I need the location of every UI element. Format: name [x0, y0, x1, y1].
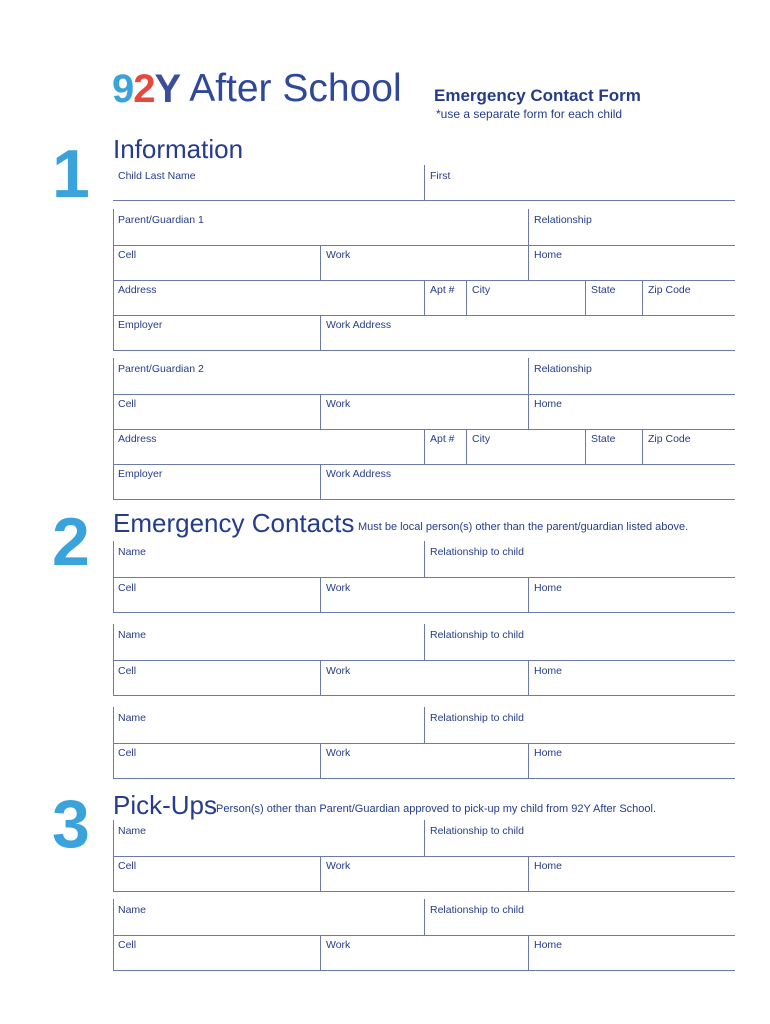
divider — [424, 624, 425, 660]
pickup-2-work-field[interactable]: Work — [326, 939, 351, 951]
divider — [113, 245, 735, 246]
divider — [466, 429, 467, 464]
parent-2-zip-field[interactable]: Zip Code — [648, 433, 691, 445]
divider — [424, 429, 425, 464]
parent-2-state-field[interactable]: State — [591, 433, 616, 445]
emergency-3-work-field[interactable]: Work — [326, 747, 351, 759]
divider — [528, 743, 529, 778]
divider — [320, 856, 321, 891]
divider — [585, 429, 586, 464]
emergency-3-home-field[interactable]: Home — [534, 747, 563, 759]
section-1-title: Information — [113, 134, 244, 164]
divider — [642, 280, 643, 315]
divider — [320, 660, 321, 695]
parent-1-employer-field[interactable]: Employer — [118, 319, 163, 331]
emergency-2-name-field[interactable]: Name — [118, 629, 147, 641]
section-3-title: Pick-Ups — [113, 790, 218, 820]
logo-wordmark: After School — [189, 67, 402, 110]
emergency-3-cell-field[interactable]: Cell — [118, 747, 137, 759]
emergency-1-work-field[interactable]: Work — [326, 582, 351, 594]
child-first-name-field[interactable]: First — [430, 170, 451, 182]
pickup-2-relationship-field[interactable]: Relationship to child — [430, 904, 524, 916]
parent-1-work-address-field[interactable]: Work Address — [326, 319, 392, 331]
divider — [320, 935, 321, 970]
divider — [424, 541, 425, 577]
pickup-1-cell-field[interactable]: Cell — [118, 860, 137, 872]
emergency-3-relationship-field[interactable]: Relationship to child — [430, 712, 524, 724]
divider — [585, 280, 586, 315]
emergency-1-relationship-field[interactable]: Relationship to child — [430, 546, 524, 558]
divider — [113, 935, 735, 936]
child-last-name-field[interactable]: Child Last Name — [118, 170, 196, 182]
divider — [466, 280, 467, 315]
divider — [642, 429, 643, 464]
emergency-1-home-field[interactable]: Home — [534, 582, 563, 594]
parent-1-zip-field[interactable]: Zip Code — [648, 284, 691, 296]
pickup-2-home-field[interactable]: Home — [534, 939, 563, 951]
divider — [424, 707, 425, 743]
divider — [113, 200, 735, 201]
pickup-1-work-field[interactable]: Work — [326, 860, 351, 872]
divider — [113, 695, 735, 696]
logo-digit-9: 9 — [112, 66, 134, 111]
divider — [528, 935, 529, 970]
section-2-note: Must be local person(s) other than the parent/guardian listed above. — [358, 521, 689, 533]
section-2-number: 2 — [52, 504, 90, 580]
section-3-number: 3 — [52, 786, 90, 862]
emergency-2-home-field[interactable]: Home — [534, 665, 563, 677]
parent-1-cell-field[interactable]: Cell — [118, 249, 137, 261]
parent-2-employer-field[interactable]: Employer — [118, 468, 163, 480]
parent-1-relationship-field[interactable]: Relationship — [534, 214, 592, 226]
parent-1-state-field[interactable]: State — [591, 284, 616, 296]
divider — [424, 820, 425, 856]
parent-2-relationship-field[interactable]: Relationship — [534, 363, 592, 375]
emergency-3-name-field[interactable]: Name — [118, 712, 147, 724]
divider — [113, 891, 735, 892]
parent-2-work-field[interactable]: Work — [326, 398, 351, 410]
divider — [113, 350, 735, 351]
divider — [528, 209, 529, 245]
divider — [113, 577, 735, 578]
parent-1-name-field[interactable]: Parent/Guardian 1 — [118, 214, 204, 226]
parent-1-city-field[interactable]: City — [472, 284, 491, 296]
divider — [113, 778, 735, 779]
divider — [113, 660, 735, 661]
parent-1-apt-field[interactable]: Apt # — [430, 284, 455, 296]
divider — [113, 394, 735, 395]
parent-2-cell-field[interactable]: Cell — [118, 398, 137, 410]
divider — [113, 315, 735, 316]
parent-2-address-field[interactable]: Address — [118, 433, 157, 445]
divider — [528, 660, 529, 695]
divider — [113, 970, 735, 971]
section-3-note: Person(s) other than Parent/Guardian approved to pick-up my child from 92Y After School. — [216, 803, 657, 815]
pickup-2-name-field[interactable]: Name — [118, 904, 147, 916]
divider — [528, 245, 529, 280]
pickup-1-home-field[interactable]: Home — [534, 860, 563, 872]
section-2-title: Emergency Contacts — [113, 508, 355, 538]
parent-1-home-field[interactable]: Home — [534, 249, 563, 261]
form-note: *use a separate form for each child — [436, 107, 623, 121]
form-title: Emergency Contact Form — [434, 86, 641, 105]
pickup-1-relationship-field[interactable]: Relationship to child — [430, 825, 524, 837]
divider — [113, 464, 735, 465]
divider — [113, 856, 735, 857]
divider — [528, 577, 529, 612]
divider — [320, 577, 321, 612]
logo-digit-2: 2 — [133, 66, 155, 111]
emergency-2-relationship-field[interactable]: Relationship to child — [430, 629, 524, 641]
divider — [320, 394, 321, 429]
divider — [424, 899, 425, 935]
parent-2-name-field[interactable]: Parent/Guardian 2 — [118, 363, 204, 375]
emergency-2-cell-field[interactable]: Cell — [118, 665, 137, 677]
parent-1-address-field[interactable]: Address — [118, 284, 157, 296]
logo-92y-after-school — [112, 64, 402, 114]
divider — [320, 743, 321, 778]
divider — [113, 612, 735, 613]
pickup-1-name-field[interactable]: Name — [118, 825, 147, 837]
divider — [528, 358, 529, 394]
parent-2-apt-field[interactable]: Apt # — [430, 433, 455, 445]
divider — [113, 743, 735, 744]
divider — [528, 394, 529, 429]
divider — [113, 499, 735, 500]
divider — [528, 856, 529, 891]
parent-2-city-field[interactable]: City — [472, 433, 491, 445]
parent-2-home-field[interactable]: Home — [534, 398, 563, 410]
divider — [320, 464, 321, 499]
emergency-1-name-field[interactable]: Name — [118, 546, 147, 558]
emergency-2-work-field[interactable]: Work — [326, 665, 351, 677]
divider — [320, 315, 321, 350]
emergency-1-cell-field[interactable]: Cell — [118, 582, 137, 594]
divider — [320, 245, 321, 280]
divider — [424, 165, 425, 201]
pickup-2-cell-field[interactable]: Cell — [118, 939, 137, 951]
logo-letter-y: Y — [154, 66, 182, 111]
divider — [424, 280, 425, 315]
parent-2-work-address-field[interactable]: Work Address — [326, 468, 392, 480]
section-1-number: 1 — [52, 136, 90, 212]
parent-1-work-field[interactable]: Work — [326, 249, 351, 261]
